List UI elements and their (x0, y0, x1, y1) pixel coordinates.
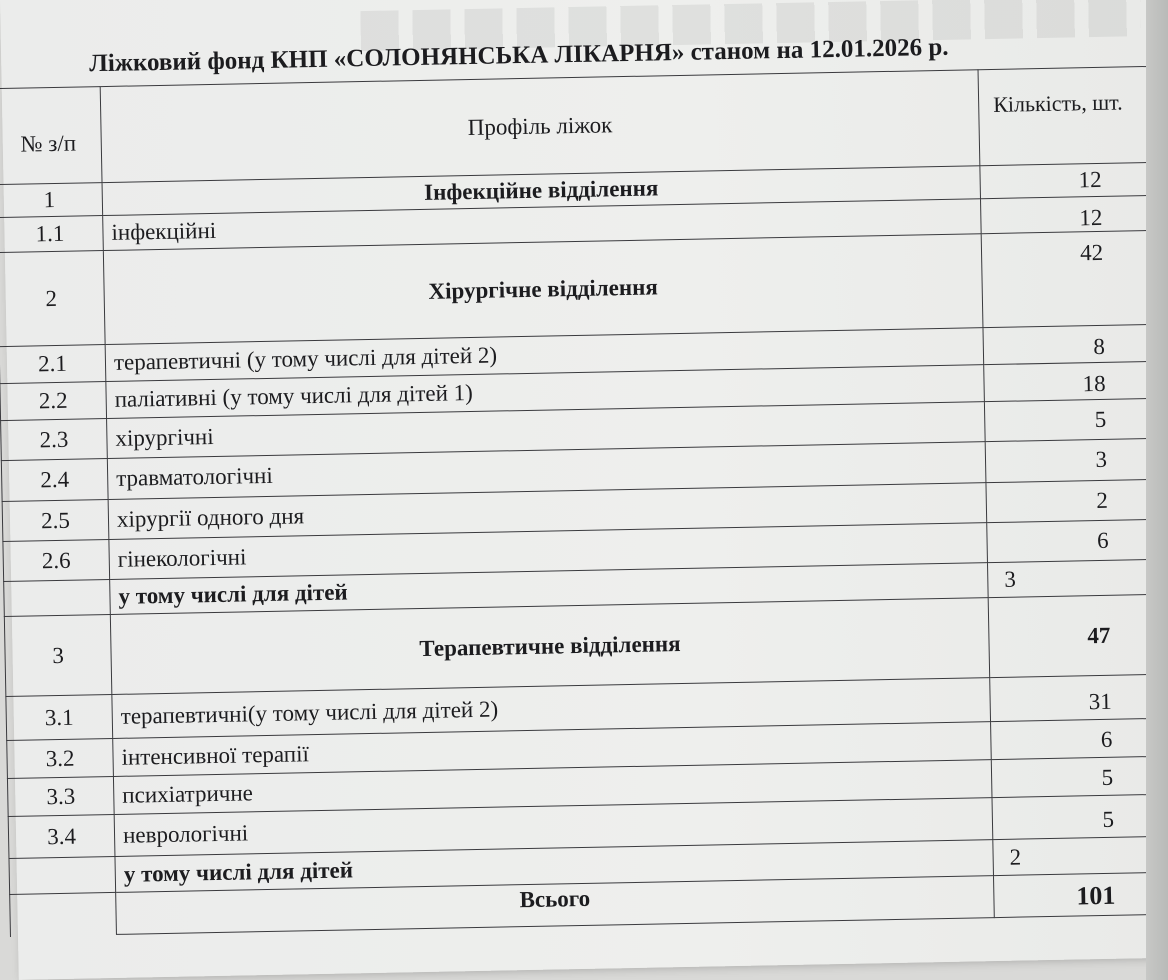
header-profile: Профіль ліжок (100, 70, 980, 183)
row-number (10, 892, 117, 936)
children-subtotal-label: у тому числі для дітей (115, 840, 994, 893)
row-number: 2 (0, 251, 105, 347)
row-quantity: 8 (983, 324, 1168, 365)
row-quantity: 5 (992, 794, 1168, 840)
row-number: 2.6 (3, 540, 110, 582)
row-profile: психіатричне (113, 760, 992, 815)
row-number (4, 580, 111, 617)
page-edge-shadow (1146, 0, 1168, 980)
row-quantity: 6 (991, 718, 1168, 760)
row-profile: терапевтичні (у тому числі для дітей 2) (105, 328, 984, 382)
row-profile: інтенсивної терапії (113, 722, 992, 777)
row-profile: паліативні (у тому числі для дітей 1) (106, 365, 985, 419)
row-number (9, 856, 116, 894)
row-quantity: 2 (993, 836, 1168, 876)
row-profile: хірургії одного дня (108, 483, 987, 540)
header-quantity: Кількість, шт. (978, 66, 1168, 166)
row-number: 1.1 (0, 216, 103, 253)
row-quantity: 2 (986, 479, 1168, 523)
row-quantity: 3 (985, 438, 1168, 483)
bed-fund-table (0, 66, 1168, 937)
row-quantity: 12 (980, 162, 1168, 199)
department-title: Терапевтичне відділення (110, 598, 989, 695)
row-profile: неврологічні (114, 798, 993, 857)
row-quantity: 3 (987, 559, 1168, 598)
row-number: 3.2 (7, 738, 114, 778)
row-quantity: 18 (984, 361, 1168, 402)
row-profile: інфекційні (103, 199, 982, 251)
row-number: 2.4 (1, 459, 108, 502)
row-number: 1 (0, 183, 103, 218)
row-number: 2.2 (0, 382, 107, 421)
children-subtotal-label: у тому числі для дітей (110, 563, 989, 615)
row-profile: терапевтичні(у тому числі для дітей 2) (112, 678, 991, 739)
total-label: Всього (116, 876, 995, 935)
total-quantity: 101 (993, 872, 1168, 918)
row-number: 2.3 (1, 419, 108, 461)
row-quantity: 12 (980, 195, 1168, 234)
department-title: Хірургічне відділення (103, 234, 983, 345)
row-number: 2.5 (2, 500, 109, 542)
row-number: 2.1 (0, 345, 106, 384)
row-quantity: 47 (988, 594, 1168, 678)
row-profile: гінекологічні (109, 523, 988, 580)
row-number: 3.4 (8, 814, 115, 858)
row-quantity: 5 (991, 756, 1168, 798)
row-number: 3.3 (7, 776, 114, 816)
row-number: 3 (4, 614, 112, 696)
row-number: 3.1 (6, 694, 113, 740)
row-profile: хірургічні (107, 402, 986, 459)
header-number: № з/п (0, 87, 102, 185)
row-profile: травматологічні (107, 442, 986, 500)
row-quantity: 5 (984, 398, 1168, 442)
row-quantity: 6 (987, 519, 1168, 563)
department-title: Інфекційне відділення (102, 166, 980, 216)
row-quantity: 42 (981, 230, 1168, 328)
document-title: Ліжковий фонд КНП «СОЛОНЯНСЬКА ЛІКАРНЯ» станом на 12.01.2026 р. (88, 33, 949, 78)
row-quantity: 31 (990, 674, 1168, 722)
